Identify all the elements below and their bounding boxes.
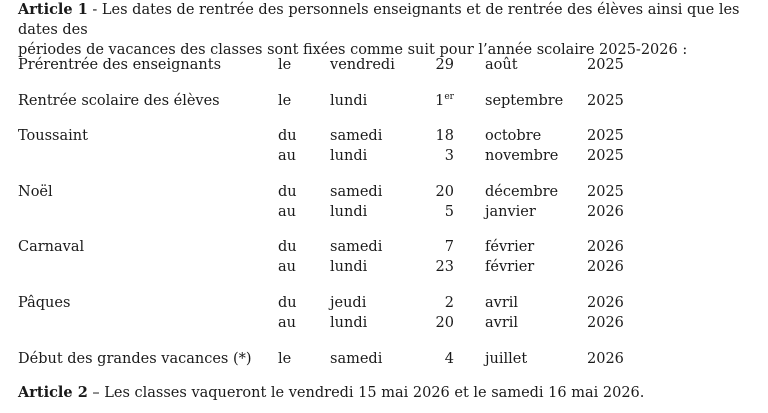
schedule-num: 7 [444,239,454,255]
schedule-num: 5 [444,204,454,220]
schedule-prep: du [278,295,297,311]
schedule-row [0,182,768,202]
schedule-num-suffix: er [444,92,454,102]
schedule-year: 2025 [587,128,624,144]
schedule-day: lundi [330,315,368,331]
schedule-year: 2026 [587,315,624,331]
schedule-label: Noël [18,184,53,200]
article-1-text-line-1: - Les dates de rentrée des personnels enseignants et de rentrée des élèves ainsi que les dates des [18,2,740,38]
schedule-day: samedi [330,351,383,367]
schedule-year: 2026 [587,259,624,275]
schedule-num: 1 [435,93,445,109]
schedule-prep: le [278,351,292,367]
schedule-prep: du [278,184,297,200]
schedule-row [0,146,768,166]
article-1-intro [18,0,758,60]
schedule-month: janvier [485,204,536,220]
schedule-prep: au [278,148,296,164]
schedule-day: lundi [330,148,368,164]
schedule-year: 2026 [587,204,624,220]
schedule-label: Toussaint [18,128,88,144]
schedule-row [0,202,768,222]
schedule-month: février [485,259,535,275]
schedule-year: 2025 [587,148,624,164]
schedule-row [0,91,768,111]
schedule-prep: du [278,128,297,144]
schedule-prep: au [278,204,296,220]
schedule-month: novembre [485,148,559,164]
schedule-year: 2026 [587,351,624,367]
article-2-heading: Article 2 [18,384,88,401]
schedule-prep: au [278,315,296,331]
schedule-prep: le [278,93,292,109]
schedule-label: Pâques [18,295,71,311]
schedule-row [0,349,768,369]
schedule-day: lundi [330,259,368,275]
schedule-month: février [485,239,535,255]
schedule-row [0,126,768,146]
schedule-day: samedi [330,239,383,255]
article-2-text: – Les classes vaqueront le vendredi 15 mai 2026 et le samedi 16 mai 2026. [87,385,645,401]
schedule-day: jeudi [330,295,367,311]
schedule-row [0,313,768,333]
schedule-prep: au [278,259,296,275]
schedule-month: septembre [485,93,564,109]
schedule-month: août [485,57,518,73]
schedule-year: 2026 [587,295,624,311]
schedule-num: 2 [444,295,454,311]
schedule-num: 29 [435,57,454,73]
schedule-year: 2025 [587,93,624,109]
schedule-prep: le [278,57,292,73]
schedule-day: lundi [330,93,368,109]
schedule-num: 23 [435,259,454,275]
article-2 [18,383,644,403]
schedule-day: vendredi [330,57,395,73]
schedule-year: 2026 [587,239,624,255]
article-1-heading: Article 1 [18,1,88,18]
schedule-label: Début des grandes vacances (*) [18,351,252,367]
schedule-row [0,257,768,277]
schedule-num: 4 [444,351,454,367]
schedule-month: décembre [485,184,559,200]
schedule-month: avril [485,295,519,311]
schedule-label: Prérentrée des enseignants [18,57,222,73]
schedule-row [0,237,768,257]
schedule-row [0,55,768,75]
schedule-year: 2025 [587,57,624,73]
schedule-year: 2025 [587,184,624,200]
schedule-num: 18 [435,128,454,144]
schedule-num: 20 [435,184,454,200]
schedule-num-with-sup [420,91,454,111]
schedule-month: avril [485,315,519,331]
schedule-day: lundi [330,204,368,220]
schedule-label: Carnaval [18,239,85,255]
schedule-month: juillet [485,351,528,367]
schedule-label: Rentrée scolaire des élèves [18,93,220,109]
schedule-row [0,293,768,313]
schedule-num: 3 [444,148,454,164]
schedule-month: octobre [485,128,542,144]
article-1-text-line-2: périodes de vacances des classes sont fixées comme suit pour l’année scolaire 2025-2026 : [18,42,688,58]
schedule-day: samedi [330,184,383,200]
schedule-day: samedi [330,128,383,144]
schedule-num: 20 [435,315,454,331]
schedule-prep: du [278,239,297,255]
